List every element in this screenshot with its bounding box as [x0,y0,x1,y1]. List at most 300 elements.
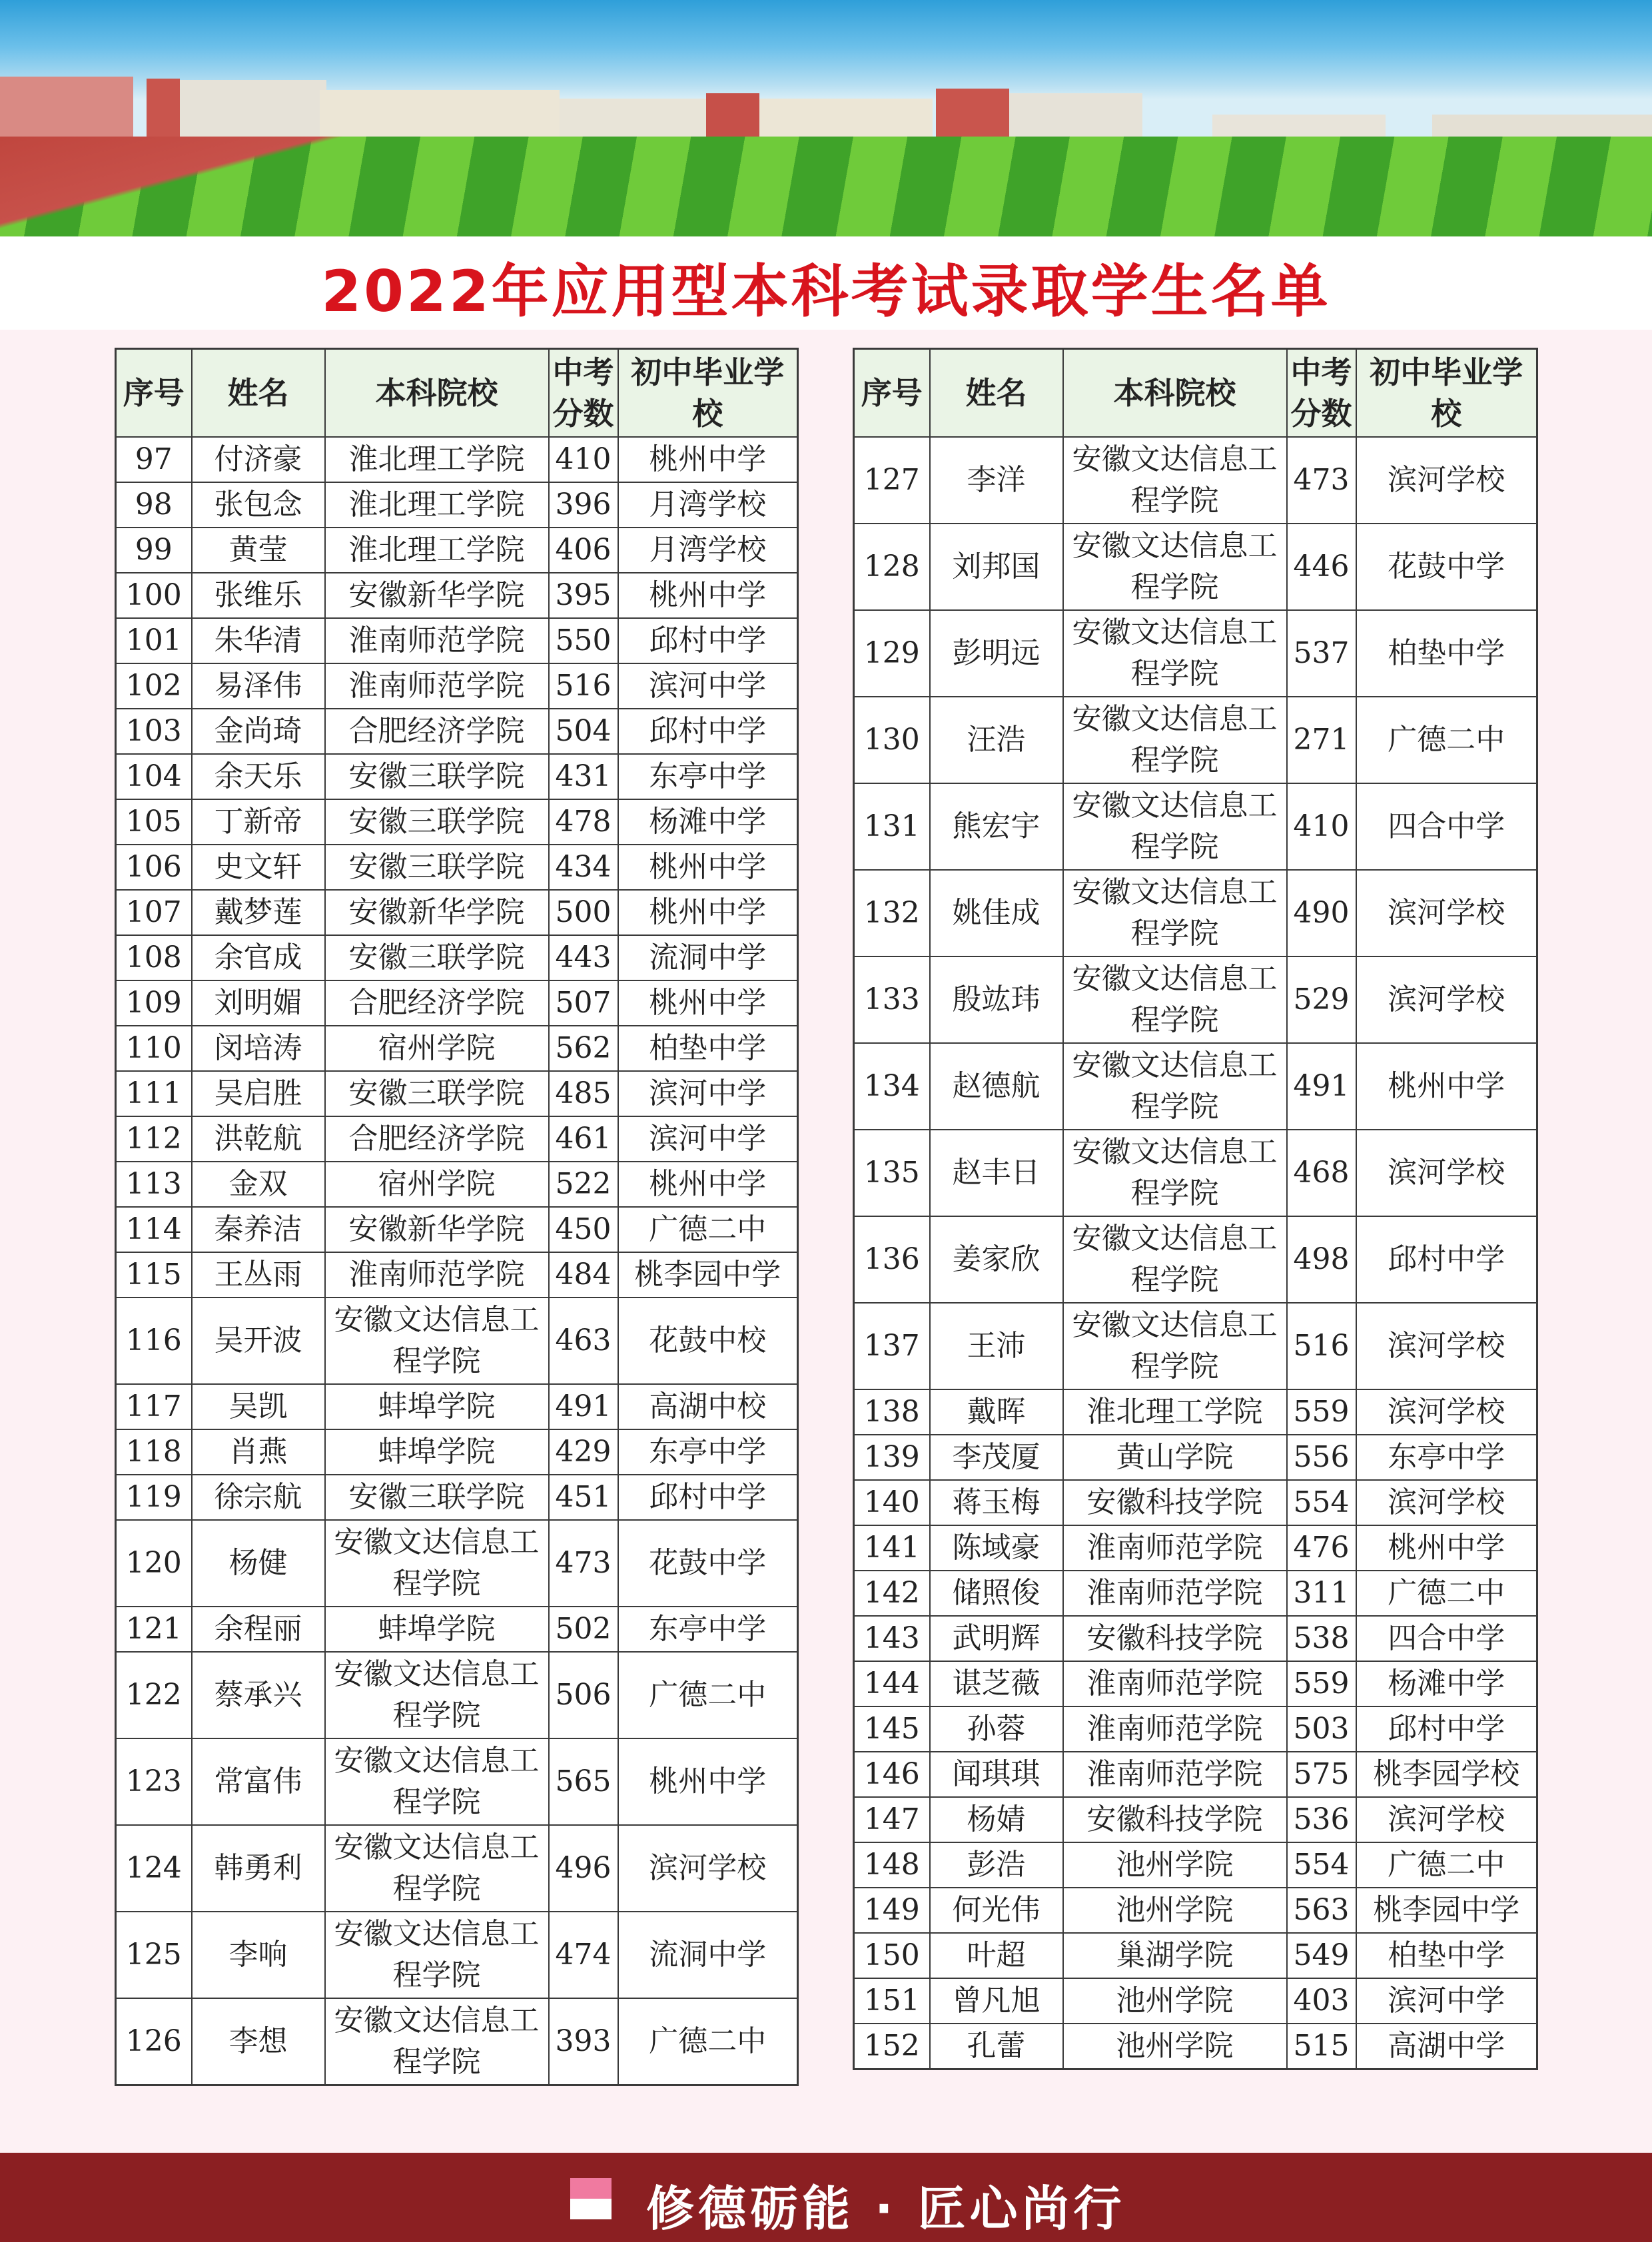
student-name: 谌芝薇 [930,1661,1063,1706]
college-name: 安徽科技学院 [1063,1797,1287,1842]
college-name: 安徽文达信息工程学院 [325,1738,549,1825]
column-header-no: 序号 [116,349,192,438]
middle-school: 桃州中学 [618,1162,798,1207]
student-name: 熊宏宇 [930,783,1063,870]
student-name: 戴晖 [930,1389,1063,1435]
row-number: 122 [116,1652,192,1738]
exam-score: 554 [1287,1842,1356,1888]
student-name: 蒋玉梅 [930,1480,1063,1525]
table-row [116,1116,798,1162]
exam-score: 491 [1287,1043,1356,1130]
middle-school: 广德二中 [618,1207,798,1252]
row-number: 114 [116,1207,192,1252]
exam-score: 476 [1287,1525,1356,1571]
row-number: 121 [116,1607,192,1652]
table-row [854,1797,1537,1842]
table-row [854,437,1537,524]
exam-score: 537 [1287,610,1356,697]
table-row [116,573,798,618]
exam-score: 473 [1287,437,1356,524]
student-name: 秦养洁 [192,1207,325,1252]
college-name: 安徽文达信息工程学院 [1063,610,1287,697]
table-row [854,1661,1537,1706]
table-row [116,1825,798,1912]
table-row [116,1607,798,1652]
exam-score: 484 [549,1252,618,1298]
exam-score: 496 [549,1825,618,1912]
row-number: 110 [116,1026,192,1071]
student-name: 丁新帝 [192,799,325,845]
row-number: 127 [854,437,930,524]
row-number: 143 [854,1616,930,1661]
college-name: 安徽文达信息工程学院 [1063,1216,1287,1303]
college-name: 安徽三联学院 [325,799,549,845]
exam-score: 271 [1287,697,1356,783]
college-name: 淮南师范学院 [1063,1661,1287,1706]
student-name: 彭明远 [930,610,1063,697]
table-row [854,1435,1537,1480]
table-row [116,1384,798,1429]
college-name: 安徽文达信息工程学院 [325,1912,549,1998]
table-row [116,663,798,709]
student-name: 戴梦莲 [192,890,325,935]
exam-score: 563 [1287,1888,1356,1933]
student-name: 吴启胜 [192,1071,325,1116]
table-row [116,1652,798,1738]
table-row [116,1298,798,1384]
middle-school: 桃州中学 [618,573,798,618]
row-number: 99 [116,528,192,573]
middle-school: 高湖中校 [618,1384,798,1429]
student-name: 王沛 [930,1303,1063,1389]
student-name: 杨婧 [930,1797,1063,1842]
exam-score: 538 [1287,1616,1356,1661]
college-name: 安徽文达信息工程学院 [1063,524,1287,610]
exam-score: 393 [549,1998,618,2085]
admission-table-left [115,348,799,2086]
student-name: 李洋 [930,437,1063,524]
middle-school: 滨河中学 [618,1071,798,1116]
student-name: 李茂厦 [930,1435,1063,1480]
college-name: 安徽文达信息工程学院 [325,1298,549,1384]
exam-score: 490 [1287,870,1356,956]
table-row [116,1162,798,1207]
middle-school: 桃州中学 [1356,1525,1537,1571]
row-number: 141 [854,1525,930,1571]
row-number: 100 [116,573,192,618]
middle-school: 滨河学校 [618,1825,798,1912]
table-row [116,935,798,980]
table-row [854,1842,1537,1888]
middle-school: 邱村中学 [618,618,798,663]
student-name: 徐宗航 [192,1475,325,1520]
middle-school: 杨滩中学 [1356,1661,1537,1706]
row-number: 123 [116,1738,192,1825]
column-header-school: 初中毕业学校 [618,349,798,438]
college-name: 蚌埠学院 [325,1384,549,1429]
exam-score: 550 [549,618,618,663]
row-number: 139 [854,1435,930,1480]
exam-score: 522 [549,1162,618,1207]
student-name: 刘邦国 [930,524,1063,610]
college-name: 安徽文达信息工程学院 [1063,1303,1287,1389]
college-name: 安徽科技学院 [1063,1616,1287,1661]
college-name: 淮北理工学院 [325,437,549,482]
exam-score: 429 [549,1429,618,1475]
column-header-college: 本科院校 [1063,349,1287,438]
table-row [854,1216,1537,1303]
footer-square-icon [570,2178,612,2219]
college-name: 合肥经济学院 [325,709,549,754]
row-number: 112 [116,1116,192,1162]
college-name: 淮南师范学院 [1063,1525,1287,1571]
student-name: 孔蕾 [930,2024,1063,2069]
row-number: 116 [116,1298,192,1384]
middle-school: 杨滩中学 [618,799,798,845]
row-number: 111 [116,1071,192,1116]
student-name: 朱华清 [192,618,325,663]
student-name: 曾凡旭 [930,1978,1063,2024]
middle-school: 花鼓中学 [618,1520,798,1607]
student-name: 韩勇利 [192,1825,325,1912]
row-number: 129 [854,610,930,697]
middle-school: 滨河学校 [1356,870,1537,956]
table-row [116,980,798,1026]
middle-school: 邱村中学 [618,709,798,754]
student-name: 赵德航 [930,1043,1063,1130]
row-number: 137 [854,1303,930,1389]
row-number: 152 [854,2024,930,2069]
row-number: 104 [116,754,192,799]
college-name: 安徽文达信息工程学院 [1063,870,1287,956]
middle-school: 滨河中学 [1356,1978,1537,2024]
column-header-no: 序号 [854,349,930,438]
row-number: 115 [116,1252,192,1298]
row-number: 130 [854,697,930,783]
table-row [116,845,798,890]
student-name: 赵丰日 [930,1130,1063,1216]
exam-score: 500 [549,890,618,935]
exam-score: 504 [549,709,618,754]
row-number: 120 [116,1520,192,1607]
middle-school: 广德二中 [1356,697,1537,783]
table-row [854,1480,1537,1525]
table-row [854,1571,1537,1616]
table-row [854,1933,1537,1978]
college-name: 安徽三联学院 [325,845,549,890]
table-row [116,1429,798,1475]
college-name: 池州学院 [1063,1842,1287,1888]
row-number: 125 [116,1912,192,1998]
campus-banner-image [0,0,1652,236]
middle-school: 柏垫中学 [618,1026,798,1071]
table-row [116,799,798,845]
exam-score: 451 [549,1475,618,1520]
student-name: 王丛雨 [192,1252,325,1298]
exam-score: 434 [549,845,618,890]
college-name: 蚌埠学院 [325,1429,549,1475]
middle-school: 桃州中学 [618,437,798,482]
exam-score: 536 [1287,1797,1356,1842]
middle-school: 滨河中学 [618,1116,798,1162]
table-row [116,1475,798,1520]
table-row [854,1043,1537,1130]
exam-score: 461 [549,1116,618,1162]
exam-score: 478 [549,799,618,845]
middle-school: 滨河学校 [1356,1130,1537,1216]
middle-school: 四合中学 [1356,1616,1537,1661]
middle-school: 滨河学校 [1356,1389,1537,1435]
middle-school: 邱村中学 [1356,1706,1537,1752]
table-row [854,2024,1537,2069]
table-row [116,1207,798,1252]
exam-score: 485 [549,1071,618,1116]
student-name: 肖燕 [192,1429,325,1475]
row-number: 118 [116,1429,192,1475]
exam-score: 516 [1287,1303,1356,1389]
middle-school: 花鼓中学 [1356,524,1537,610]
student-name: 杨健 [192,1520,325,1607]
middle-school: 柏垫中学 [1356,1933,1537,1978]
middle-school: 滨河学校 [1356,1797,1537,1842]
middle-school: 广德二中 [1356,1571,1537,1616]
student-name: 武明辉 [930,1616,1063,1661]
middle-school: 广德二中 [618,1652,798,1738]
table-row [116,890,798,935]
row-number: 106 [116,845,192,890]
exam-score: 468 [1287,1130,1356,1216]
exam-score: 498 [1287,1216,1356,1303]
exam-score: 562 [549,1026,618,1071]
college-name: 池州学院 [1063,2024,1287,2069]
table-row [116,1998,798,2085]
row-number: 151 [854,1978,930,2024]
exam-score: 406 [549,528,618,573]
row-number: 98 [116,482,192,528]
college-name: 安徽三联学院 [325,1475,549,1520]
college-name: 安徽文达信息工程学院 [1063,437,1287,524]
college-name: 安徽新华学院 [325,573,549,618]
column-header-college: 本科院校 [325,349,549,438]
college-name: 安徽科技学院 [1063,1480,1287,1525]
table-row [854,1706,1537,1752]
student-name: 闵培涛 [192,1026,325,1071]
middle-school: 桃李园中学 [618,1252,798,1298]
exam-score: 575 [1287,1752,1356,1797]
exam-score: 410 [1287,783,1356,870]
student-name: 余官成 [192,935,325,980]
column-header-name: 姓名 [192,349,325,438]
row-number: 146 [854,1752,930,1797]
row-number: 97 [116,437,192,482]
middle-school: 东亭中学 [618,754,798,799]
row-number: 128 [854,524,930,610]
row-number: 134 [854,1043,930,1130]
exam-score: 396 [549,482,618,528]
row-number: 113 [116,1162,192,1207]
middle-school: 柏垫中学 [1356,610,1537,697]
student-name: 余天乐 [192,754,325,799]
table-row [854,783,1537,870]
college-name: 安徽文达信息工程学院 [1063,783,1287,870]
table-row [854,1888,1537,1933]
college-name: 安徽新华学院 [325,1207,549,1252]
student-name: 洪乾航 [192,1116,325,1162]
middle-school: 桃州中学 [618,980,798,1026]
exam-score: 559 [1287,1661,1356,1706]
column-header-score: 中考分数 [549,349,618,438]
middle-school: 滨河学校 [1356,1303,1537,1389]
college-name: 安徽文达信息工程学院 [1063,1130,1287,1216]
table-row [854,610,1537,697]
college-name: 宿州学院 [325,1162,549,1207]
row-number: 107 [116,890,192,935]
row-number: 105 [116,799,192,845]
exam-score: 516 [549,663,618,709]
student-name: 汪浩 [930,697,1063,783]
row-number: 148 [854,1842,930,1888]
column-header-name: 姓名 [930,349,1063,438]
college-name: 安徽文达信息工程学院 [1063,1043,1287,1130]
table-row [854,870,1537,956]
college-name: 安徽文达信息工程学院 [325,1825,549,1912]
student-name: 李响 [192,1912,325,1998]
table-row [854,1130,1537,1216]
middle-school: 花鼓中校 [618,1298,798,1384]
exam-score: 450 [549,1207,618,1252]
college-name: 安徽三联学院 [325,754,549,799]
row-number: 142 [854,1571,930,1616]
middle-school: 高湖中学 [1356,2024,1537,2069]
table-row [116,1252,798,1298]
row-number: 108 [116,935,192,980]
exam-score: 506 [549,1652,618,1738]
student-name: 陈域豪 [930,1525,1063,1571]
college-name: 淮南师范学院 [325,1252,549,1298]
middle-school: 滨河学校 [1356,1480,1537,1525]
table-row [854,1978,1537,2024]
college-name: 蚌埠学院 [325,1607,549,1652]
table-row [116,437,798,482]
middle-school: 流洞中学 [618,1912,798,1998]
student-name: 姜家欣 [930,1216,1063,1303]
exam-score: 446 [1287,524,1356,610]
table-row [116,482,798,528]
exam-score: 502 [549,1607,618,1652]
middle-school: 邱村中学 [1356,1216,1537,1303]
table-row [116,618,798,663]
table-header-row [116,349,798,438]
exam-score: 565 [549,1738,618,1825]
footer-motto: 修德砺能 · 匠心尚行 [646,2181,1126,2237]
student-name: 吴凯 [192,1384,325,1429]
exam-score: 529 [1287,956,1356,1043]
college-name: 安徽文达信息工程学院 [1063,956,1287,1043]
row-number: 102 [116,663,192,709]
table-row [116,528,798,573]
exam-score: 443 [549,935,618,980]
middle-school: 桃州中学 [618,1738,798,1825]
exam-score: 556 [1287,1435,1356,1480]
college-name: 淮南师范学院 [1063,1752,1287,1797]
exam-score: 549 [1287,1933,1356,1978]
middle-school: 月湾学校 [618,482,798,528]
college-name: 安徽文达信息工程学院 [325,1652,549,1738]
row-number: 101 [116,618,192,663]
table-row [116,709,798,754]
student-name: 余程丽 [192,1607,325,1652]
table-row [116,1026,798,1071]
college-name: 淮北理工学院 [1063,1389,1287,1435]
college-name: 黄山学院 [1063,1435,1287,1480]
table-row [116,1912,798,1998]
middle-school: 桃李园学校 [1356,1752,1537,1797]
college-name: 巢湖学院 [1063,1933,1287,1978]
row-number: 103 [116,709,192,754]
college-name: 安徽三联学院 [325,935,549,980]
row-number: 131 [854,783,930,870]
exam-score: 507 [549,980,618,1026]
middle-school: 流洞中学 [618,935,798,980]
student-name: 叶超 [930,1933,1063,1978]
exam-score: 491 [549,1384,618,1429]
row-number: 140 [854,1480,930,1525]
table-row [116,1071,798,1116]
row-number: 133 [854,956,930,1043]
table-row [854,1616,1537,1661]
student-name: 易泽伟 [192,663,325,709]
middle-school: 东亭中学 [618,1607,798,1652]
student-name: 彭浩 [930,1842,1063,1888]
admission-table-right [853,348,1538,2070]
college-name: 安徽文达信息工程学院 [325,1998,549,2085]
middle-school: 桃州中学 [1356,1043,1537,1130]
college-name: 宿州学院 [325,1026,549,1071]
student-name: 张维乐 [192,573,325,618]
college-name: 安徽文达信息工程学院 [1063,697,1287,783]
student-name: 姚佳成 [930,870,1063,956]
row-number: 136 [854,1216,930,1303]
college-name: 安徽文达信息工程学院 [325,1520,549,1607]
middle-school: 桃州中学 [618,890,798,935]
exam-score: 474 [549,1912,618,1998]
column-header-school: 初中毕业学校 [1356,349,1537,438]
table-row [116,1738,798,1825]
table-row [116,754,798,799]
middle-school: 东亭中学 [618,1429,798,1475]
college-name: 合肥经济学院 [325,1116,549,1162]
row-number: 119 [116,1475,192,1520]
student-name: 张包念 [192,482,325,528]
exam-score: 403 [1287,1978,1356,2024]
student-name: 刘明媚 [192,980,325,1026]
row-number: 144 [854,1661,930,1706]
college-name: 淮南师范学院 [325,618,549,663]
student-name: 闻琪琪 [930,1752,1063,1797]
table-row [854,1752,1537,1797]
row-number: 149 [854,1888,930,1933]
student-name: 储照俊 [930,1571,1063,1616]
college-name: 池州学院 [1063,1888,1287,1933]
student-name: 吴开波 [192,1298,325,1384]
table-row [854,697,1537,783]
student-name: 金双 [192,1162,325,1207]
middle-school: 滨河学校 [1356,956,1537,1043]
college-name: 淮南师范学院 [325,663,549,709]
exam-score: 410 [549,437,618,482]
college-name: 安徽三联学院 [325,1071,549,1116]
row-number: 117 [116,1384,192,1429]
